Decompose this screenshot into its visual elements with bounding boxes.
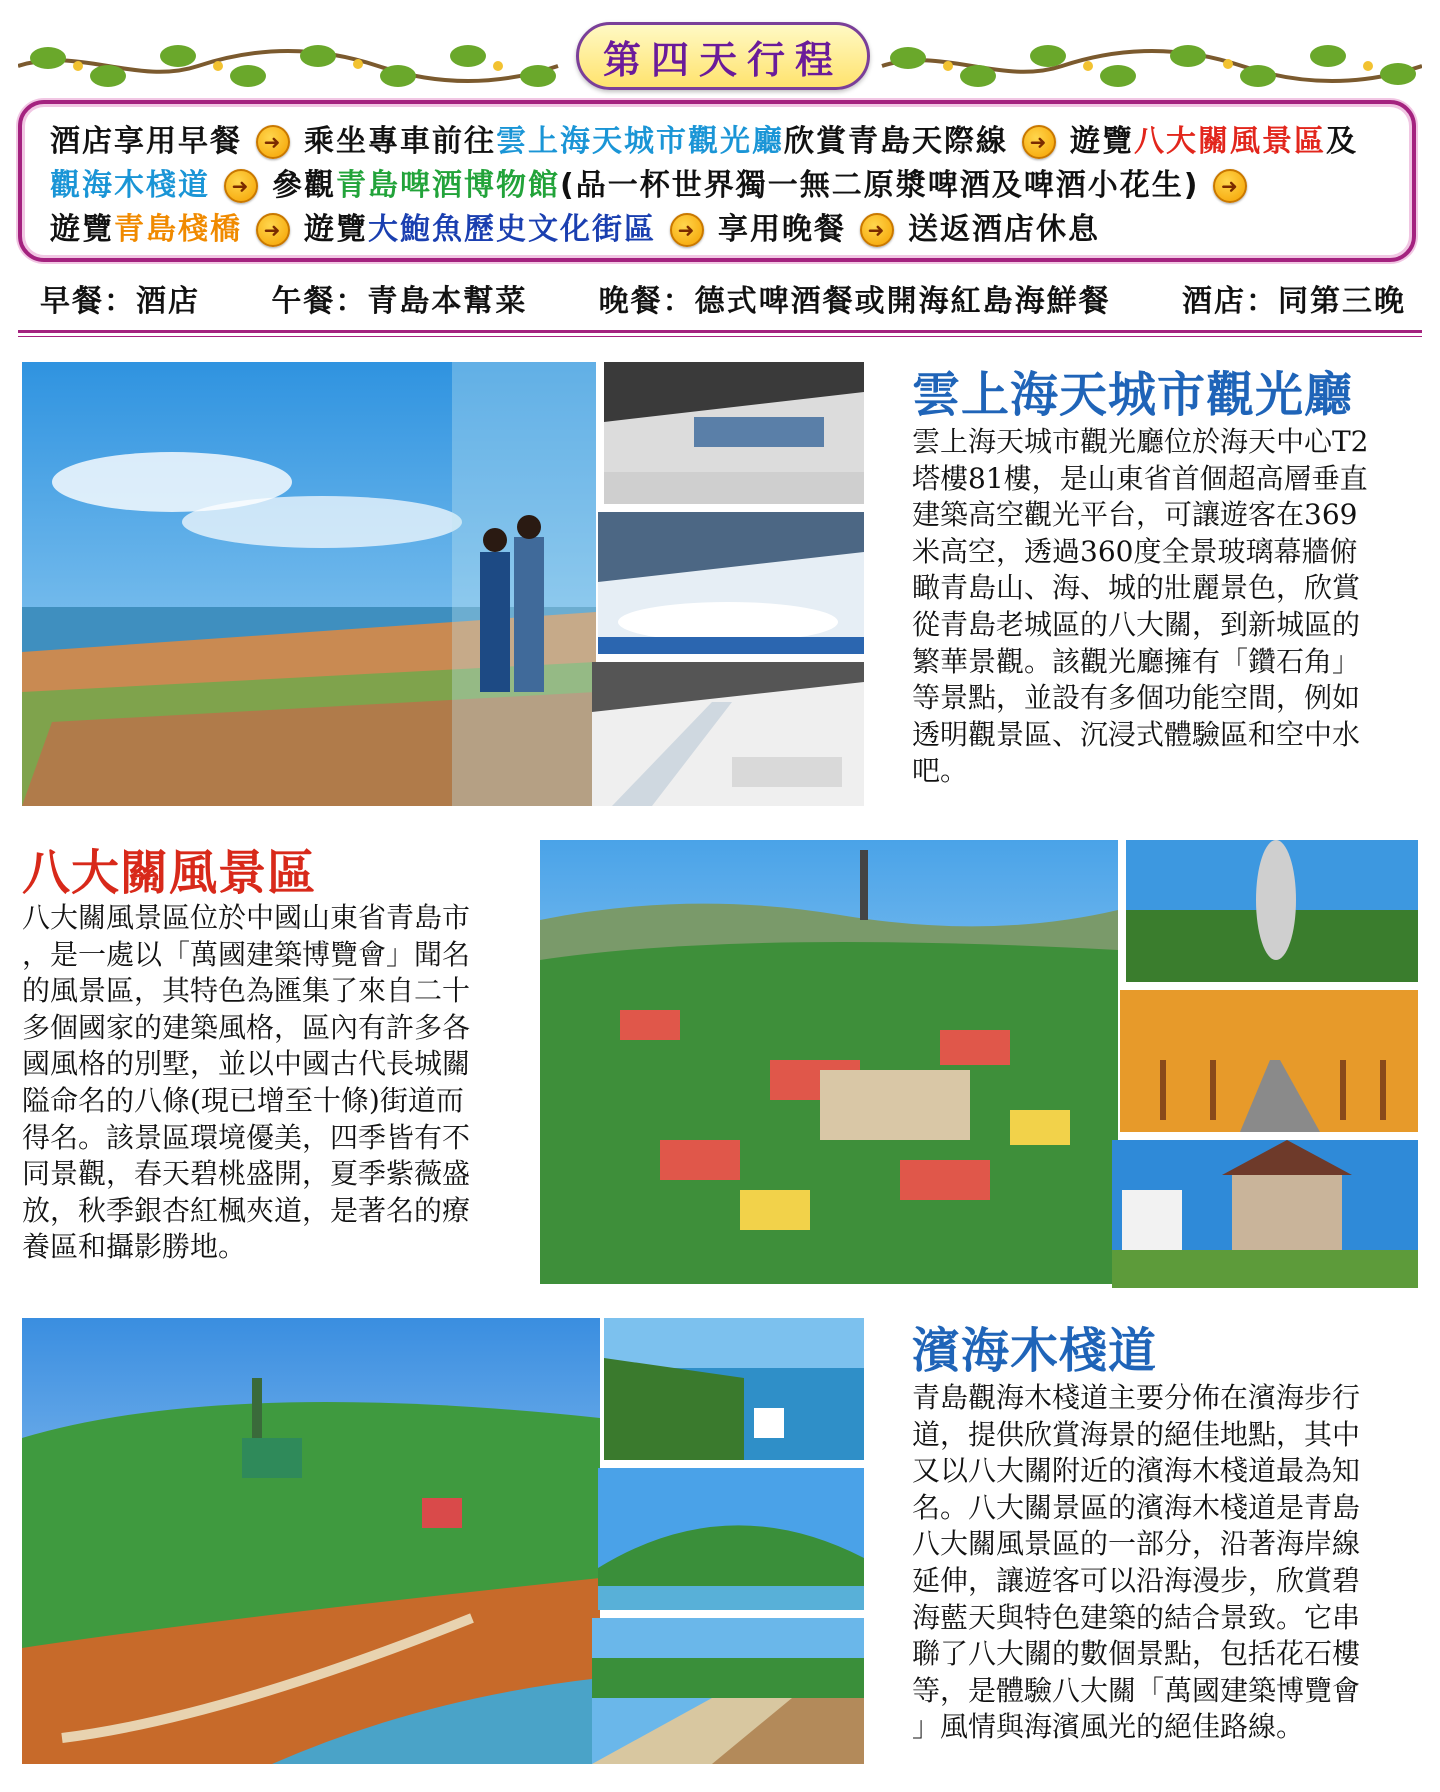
section-body-badaguan: [22, 900, 470, 1266]
body-line: 放，秋季銀杏紅楓夾道，是著名的療: [22, 1193, 471, 1227]
itinerary-text: 遊覽: [304, 212, 368, 247]
body-line: 名。八大關景區的濱海木棧道是青島: [912, 1490, 1361, 1524]
photo-boardwalk-walkway: [592, 1618, 864, 1764]
meal-dinner: 晚餐：德式啤酒餐或開海紅島海鮮餐: [598, 284, 1111, 319]
photo-boardwalk-pavilion: [604, 1318, 864, 1460]
body-line: 塔樓81樓，是山東省首個超高層垂直: [912, 461, 1368, 495]
itinerary-text: 及: [1326, 124, 1358, 159]
photo-observatory-city-view: [22, 362, 596, 806]
arrow-right-circle-icon: ➜: [224, 169, 258, 203]
divider: [18, 330, 1422, 333]
meal-lunch: 午餐：青島本幫菜: [271, 284, 528, 319]
itinerary-text: 遊覽: [1070, 124, 1134, 159]
meal-info-bar: [40, 276, 1406, 320]
itinerary-highlight: 青島啤酒博物館: [336, 168, 560, 203]
itinerary-text: 欣賞青島天際線: [784, 124, 1008, 159]
itinerary-text: 乘坐專車前往: [304, 124, 496, 159]
meal-breakfast: 早餐：酒店: [40, 284, 200, 319]
itinerary-text: 酒店享用早餐: [50, 124, 242, 159]
body-line: 吧。: [912, 754, 969, 788]
body-line: 米高空，透過360度全景玻璃幕牆俯: [912, 534, 1358, 568]
body-line: 聯了八大關的數個景點，包括花石樓: [912, 1637, 1361, 1671]
body-line: 道，提供欣賞海景的絕佳地點，其中: [912, 1417, 1361, 1451]
itinerary-highlight: 青島棧橋: [114, 212, 242, 247]
photo-boardwalk-hill: [598, 1468, 864, 1610]
body-line: 等，是體驗八大關「萬國建築博覽會: [912, 1673, 1361, 1707]
body-line: 透明觀景區、沉浸式體驗區和空中水: [912, 717, 1361, 751]
section-title-badaguan: 八大關風景區: [22, 845, 317, 901]
body-line: 從青島老城區的八大關，到新城區的: [912, 607, 1361, 641]
itinerary-text: 享用晚餐: [718, 212, 846, 247]
page-title: 第四天行程: [576, 22, 870, 90]
meal-hotel: 酒店：同第三晚: [1181, 284, 1406, 319]
photo-observatory-interior-2: [598, 512, 864, 654]
itinerary-text: (品一杯世界獨一無二原漿啤酒及啤酒小花生): [560, 168, 1200, 203]
body-line: 養區和攝影勝地。: [22, 1230, 247, 1264]
itinerary-lines: [50, 120, 1388, 252]
arrow-right-circle-icon: ➜: [256, 213, 290, 247]
photo-badaguan-autumn-road: [1120, 990, 1418, 1132]
body-line: 得名。該景區環境優美，四季皆有不: [22, 1120, 471, 1154]
photo-badaguan-statue: [1126, 840, 1418, 982]
divider: [18, 336, 1422, 337]
itinerary-line: [50, 164, 1388, 208]
itinerary-highlight: 大鮑魚歷史文化街區: [368, 212, 656, 247]
section-body-observatory: [912, 424, 1369, 790]
body-line: ，是一處以「萬國建築博覽會」聞名: [22, 937, 471, 971]
itinerary-text: 參觀: [272, 168, 336, 203]
body-line: 青島觀海木棧道主要分佈在濱海步行: [912, 1381, 1361, 1414]
body-line: 的風景區，其特色為匯集了來自二十: [22, 974, 471, 1008]
section-body-boardwalk: [912, 1380, 1360, 1746]
arrow-right-circle-icon: ➜: [256, 125, 290, 159]
photo-observatory-interior-1: [604, 362, 864, 504]
arrow-right-circle-icon: ➜: [860, 213, 894, 247]
photo-boardwalk-aerial: [22, 1318, 600, 1764]
photo-badaguan-villa: [1112, 1140, 1418, 1288]
itinerary-line: [50, 208, 1388, 252]
itinerary-box: [18, 100, 1416, 262]
section-title-observatory: 雲上海天城市觀光廳: [912, 367, 1354, 423]
body-line: 同景觀，春天碧桃盛開，夏季紫薇盛: [22, 1157, 471, 1191]
body-line: 多個國家的建築風格，區內有許多各: [22, 1010, 471, 1044]
body-line: 瞰青島山、海、城的壯麗景色，欣賞: [912, 571, 1361, 605]
photo-observatory-interior-3: [592, 662, 864, 806]
body-line: 八大關風景區位於中國山東省青島市: [22, 901, 471, 934]
itinerary-highlight: 八大關風景區: [1134, 124, 1326, 159]
itinerary-line: [50, 120, 1388, 164]
itinerary-text: 送返酒店休息: [908, 212, 1100, 247]
body-line: 雲上海天城市觀光廳位於海天中心T2: [912, 425, 1369, 458]
photo-badaguan-aerial: [540, 840, 1118, 1284]
body-line: 隘命名的八條(現已增至十條)街道而: [22, 1083, 464, 1117]
body-line: 建築高空觀光平台，可讓遊客在369: [912, 498, 1358, 532]
arrow-right-circle-icon: ➜: [1022, 125, 1056, 159]
body-line: 海藍天與特色建築的結合景致。它串: [912, 1600, 1361, 1634]
itinerary-highlight: 觀海木棧道: [50, 168, 210, 203]
body-line: 八大關風景區的一部分，沿著海岸線: [912, 1527, 1361, 1561]
arrow-right-circle-icon: ➜: [1213, 169, 1247, 203]
section-title-boardwalk: 濱海木棧道: [912, 1323, 1158, 1379]
body-line: 又以八大關附近的濱海木棧道最為知: [912, 1454, 1361, 1488]
itinerary-highlight: 雲上海天城市觀光廳: [496, 124, 784, 159]
itinerary-text: 遊覽: [50, 212, 114, 247]
body-line: 」風情與海濱風光的絕佳路線。: [912, 1710, 1305, 1744]
body-line: 延伸，讓遊客可以沿海漫步，欣賞碧: [912, 1563, 1361, 1597]
body-line: 國風格的別墅，並以中國古代長城關: [22, 1047, 471, 1081]
body-line: 等景點，並設有多個功能空間，例如: [912, 681, 1361, 715]
body-line: 繁華景觀。該觀光廳擁有「鑽石角」: [912, 644, 1361, 678]
arrow-right-circle-icon: ➜: [670, 213, 704, 247]
